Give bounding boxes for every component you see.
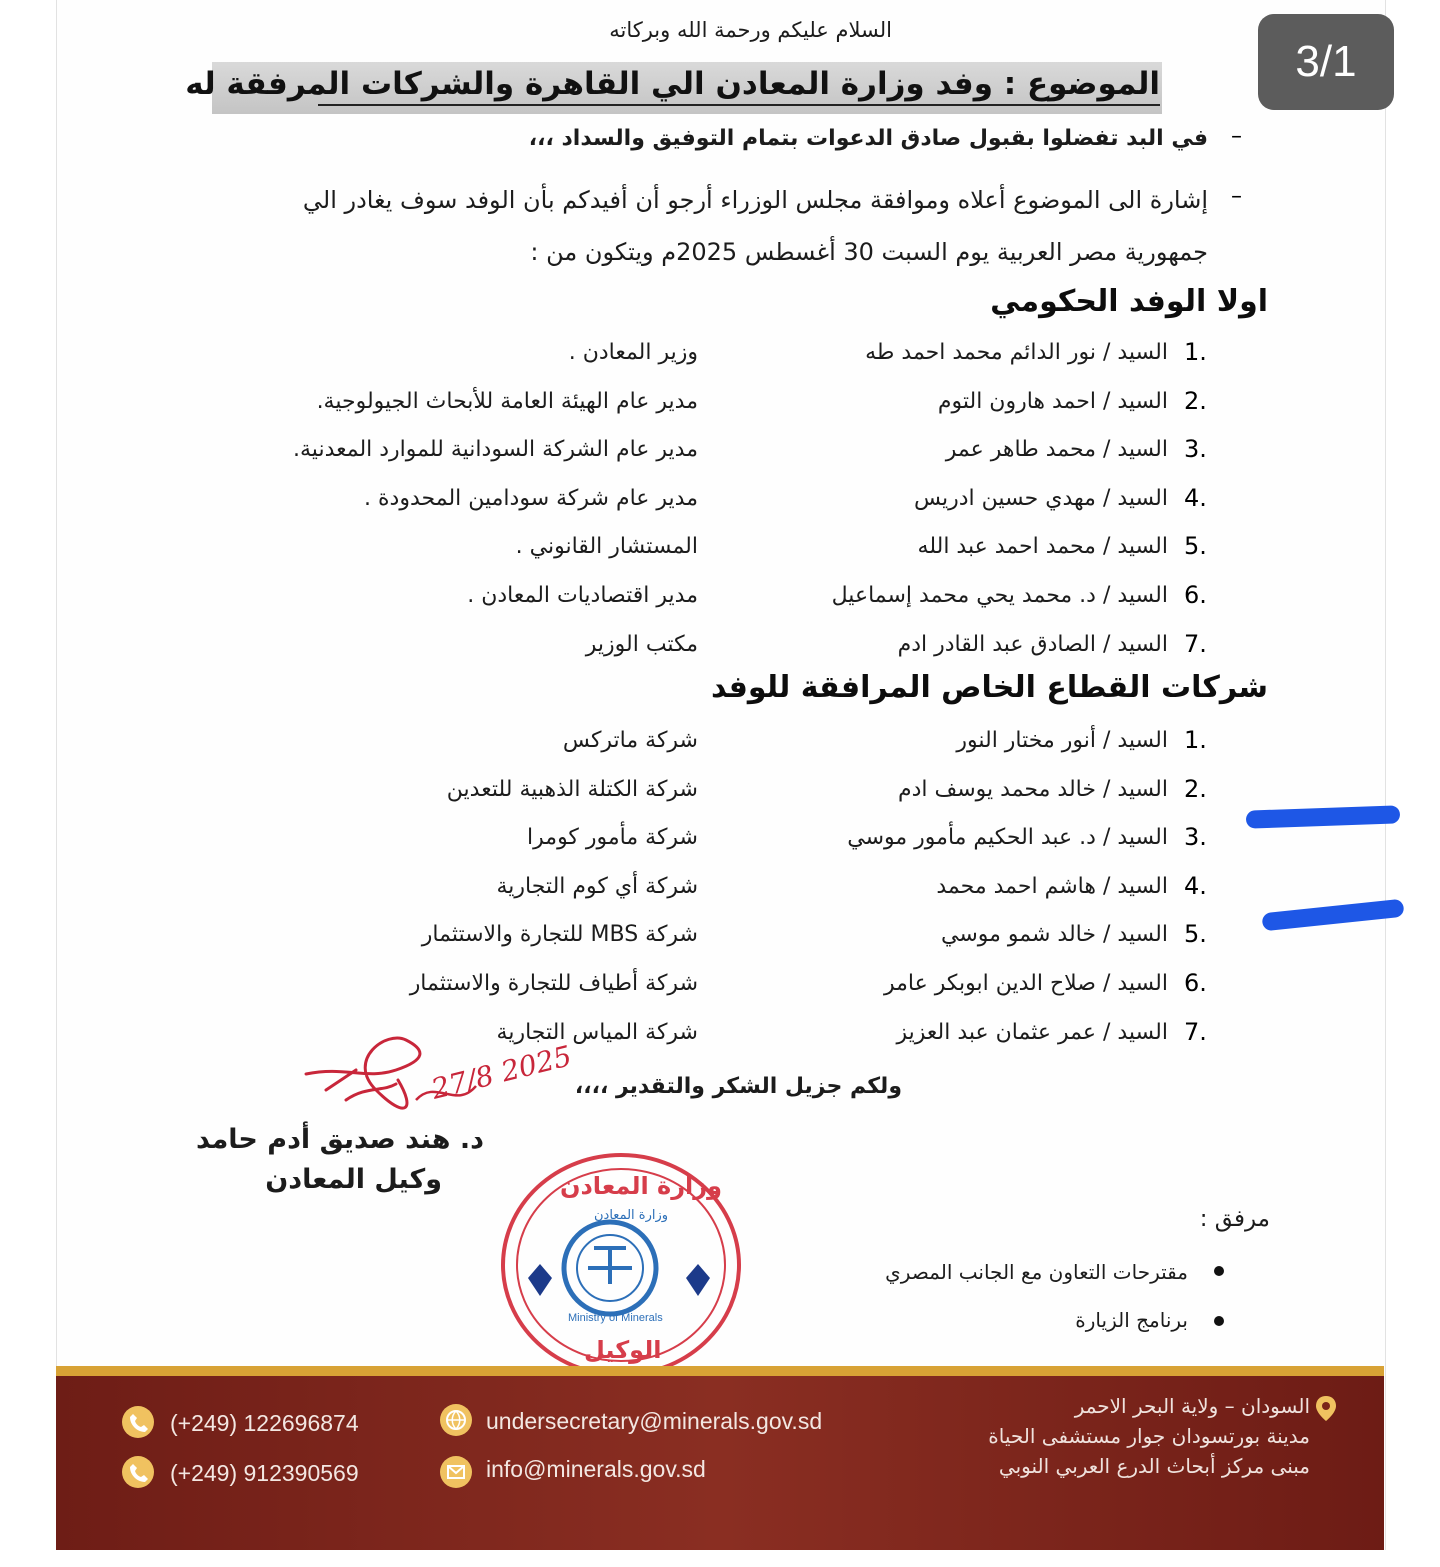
section-title-private: شركات القطاع الخاص المرافقة للوفد [710,670,1268,705]
closing-line: ولكم جزيل الشكر والتقدير ،،،، [574,1074,902,1099]
member-name: السيد / خالد محمد يوسف ادم [897,776,1168,802]
member-name: السيد / محمد طاهر عمر [945,437,1168,463]
stamp-top-text: وزارة المعادن [560,1172,722,1200]
member-number: 5. [1184,532,1207,561]
email-address[interactable]: info@minerals.gov.sd [486,1456,706,1482]
greeting: السلام عليكم ورحمة الله وبركاته [609,18,892,42]
intro-line: في البد تفضلوا بقبول صادق الدعوات بتمام التوفيق والسداد ،،، [528,126,1208,151]
member-name: السيد / صلاح الدين ابوبكر عامر [883,971,1168,996]
body-line-1: إشارة الى الموضوع أعلاه وموافقة مجلس الوزراء أرجو أن أفيدكم بأن الوفد سوف يغادر الي [302,186,1208,214]
member-role: المستشار القانوني . [515,534,698,560]
member-name: السيد / عمر عثمان عبد العزيز [896,1019,1168,1045]
mail-icon [440,1456,472,1488]
member-number: 6. [1184,969,1207,997]
page-counter-text: 3/1 [1295,37,1357,86]
member-role: شركة ماتركس [562,728,698,753]
member-name: السيد / هاشم احمد محمد [936,873,1168,899]
member-name: السيد / د. محمد يحي محمد إسماعيل [831,583,1168,608]
member-number: 2. [1184,386,1207,415]
attachment-item: مقترحات التعاون مع الجانب المصري [885,1260,1188,1284]
member-number: 4. [1184,483,1207,512]
member-name: السيد / د. عبد الحكيم مأمور موسي [847,825,1168,851]
member-role: مدير عام الشركة السودانية للموارد المعدنية. [293,437,698,463]
member-number: 4. [1184,871,1207,900]
attachment-item: برنامج الزيارة [1075,1308,1188,1332]
signatory-title: وكيل المعادن [265,1164,442,1195]
member-role: شركة MBS للتجارة والاستثمار [421,922,698,948]
stamp-inner-text: وزارة المعادن [594,1208,669,1223]
bullet-dot [1214,1266,1224,1276]
dash-bullet: – [1231,124,1242,149]
handwritten-date: 27/8 2025 [428,1039,575,1106]
member-number: 2. [1184,774,1207,803]
member-number: 5. [1184,920,1207,949]
member-number: 1. [1184,726,1207,754]
globe-icon [440,1404,472,1436]
location-pin-icon [1314,1394,1338,1422]
member-number: 1. [1184,338,1207,366]
phone-icon [122,1456,154,1488]
member-role: شركة أي كوم التجارية [496,873,698,899]
attachments-title: مرفق : [1199,1206,1270,1232]
subject-line: الموضوع : وفد وزارة المعادن الي القاهرة والشركات المرفقة له [185,66,1160,102]
phone-number: (+249) 912390569 [170,1460,359,1486]
member-role: شركة أطياف للتجارة والاستثمار [409,971,698,996]
member-name: السيد / احمد هارون التوم [937,388,1168,414]
signatory-name: د. هند صديق أدم حامد [195,1124,484,1155]
member-number: 7. [1184,1017,1207,1046]
member-number: 7. [1184,629,1207,658]
member-name: السيد / مهدي حسين ادريس [913,485,1168,511]
member-number: 6. [1184,581,1207,609]
section-title-government: اولا الوفد الحكومي [990,284,1268,319]
phone-icon [122,1406,154,1438]
member-role: مكتب الوزير [585,631,698,657]
member-role: وزير المعادن . [568,340,698,365]
dash-bullet: – [1231,184,1242,209]
member-role: شركة الكتلة الذهبية للتعدين [446,776,698,802]
member-number: 3. [1184,435,1207,464]
phone-number: (+249) 122696874 [170,1410,359,1436]
member-role: شركة المياس التجارية [496,1019,698,1045]
official-stamp [498,1150,744,1380]
member-role: مدير عام شركة سودامين المحدودة . [364,485,698,511]
stamp-bottom-text: الوكيل [584,1336,662,1364]
subject-underline [318,104,1160,106]
body-line-2: جمهورية مصر العربية يوم السبت 30 أغسطس 2025م ويتكون من : [530,238,1208,266]
letterhead-footer [56,1376,1384,1550]
email-address[interactable]: undersecretary@minerals.gov.sd [486,1408,823,1434]
member-name: السيد / نور الدائم محمد احمد طه [865,340,1168,365]
page-counter-badge [1258,14,1394,110]
member-role: مدير عام الهيئة العامة للأبحاث الجيولوجية. [316,388,698,414]
address-line: السودان – ولاية البحر الاحمر [1074,1394,1310,1418]
bullet-dot [1214,1316,1224,1326]
address-line: مبنى مركز أبحاث الدرع العربي النوبي [998,1454,1310,1478]
member-name: السيد / خالد شمو موسي [940,922,1168,948]
member-number: 3. [1184,823,1207,852]
member-role: شركة مأمور كومرا [527,825,698,851]
stamp-english-text: Ministry of Minerals [568,1312,663,1324]
member-name: السيد / محمد احمد عبد الله [917,534,1168,560]
member-name: السيد / أنور مختار النور [956,728,1168,753]
member-role: مدير اقتصاديات المعادن . [467,583,698,608]
footer-gold-band [56,1366,1384,1376]
member-name: السيد / الصادق عبد القادر ادم [897,631,1168,657]
address-line: مدينة بورتسودان جوار مستشفى الحياة [988,1424,1310,1448]
